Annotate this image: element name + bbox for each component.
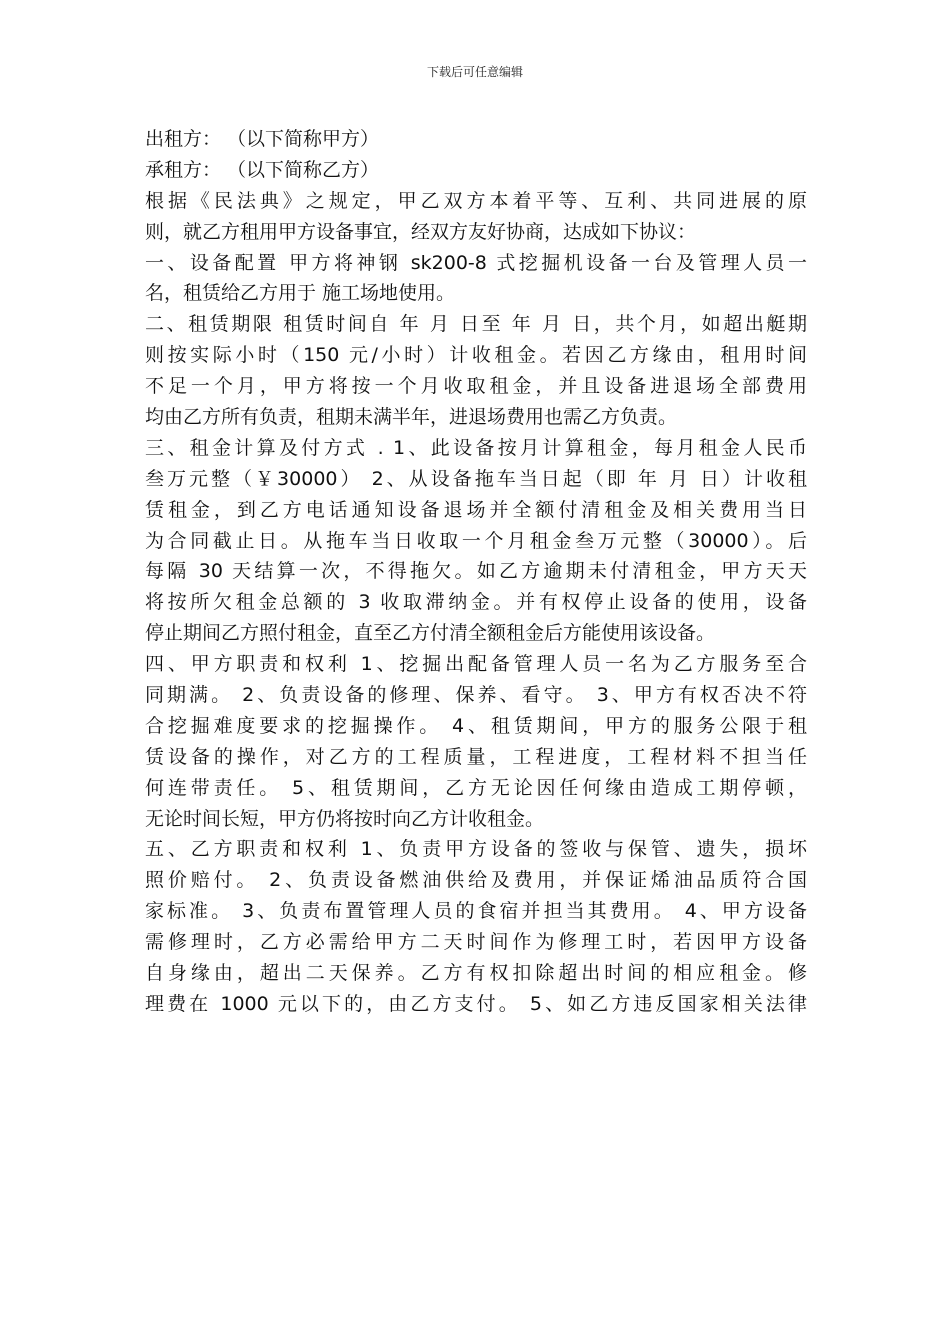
text-line: 理费在 1000 元以下的，由乙方支付。 5、如乙方违反国家相关法律 bbox=[145, 992, 807, 1015]
text-line: 三、租金计算及付方式 . 1、此设备按月计算租金，每月租金人民币 bbox=[145, 436, 807, 459]
text-line: 名，租赁给乙方用于 施工场地使用。 bbox=[145, 282, 456, 305]
text-line: 需修理时，乙方必需给甲方二天时间作为修理工时，若因甲方设备 bbox=[145, 931, 807, 954]
text-line: 赁租金，到乙方电话通知设备退场并全额付清租金及相关费用当日 bbox=[145, 498, 807, 521]
text-line: 不足一个月，甲方将按一个月收取租金，并且设备进退场全部费用 bbox=[145, 375, 807, 398]
text-line: 为合同截止日。从拖车当日收取一个月租金叁万元整（30000）。后 bbox=[145, 529, 807, 552]
text-line: 照价赔付。 2、负责设备燃油供给及费用，并保证烯油品质符合国 bbox=[145, 869, 807, 892]
text-line: 合挖掘难度要求的挖掘操作。 4、租赁期间，甲方的服务公限于租 bbox=[145, 714, 807, 737]
text-line: 则按实际小时（150 元/小时）计收租金。若因乙方缘由，租用时间 bbox=[145, 344, 807, 367]
text-line: 出租方： （以下简称甲方） bbox=[145, 128, 380, 150]
text-line: 停止期间乙方照付租金，直至乙方付清全额租金后方能使用该设备。 bbox=[145, 622, 716, 645]
contract-body bbox=[145, 124, 807, 1020]
text-line: 赁设备的操作，对乙方的工程质量，工程进度，工程材料不担当任 bbox=[145, 745, 807, 768]
text-line: 五、乙方职责和权利 1、负责甲方设备的签收与保管、遗失，损坏 bbox=[145, 838, 807, 861]
text-line: 每隔 30 天结算一次，不得拖欠。如乙方逾期未付清租金，甲方天天 bbox=[145, 560, 807, 583]
text-line: 自身缘由，超出二天保养。乙方有权扣除超出时间的相应租金。修 bbox=[145, 962, 807, 985]
text-line: 均由乙方所有负责，租期未满半年，进退场费用也需乙方负责。 bbox=[145, 406, 678, 429]
page-header-note: 下载后可任意编辑 bbox=[426, 65, 523, 79]
text-line: 根据《民法典》之规定，甲乙双方本着平等、互利、共同进展的原 bbox=[145, 189, 807, 212]
text-line: 同期满。 2、负责设备的修理、保养、看守。 3、甲方有权否决不符 bbox=[145, 684, 807, 707]
text-line: 承租方： （以下简称乙方） bbox=[145, 158, 380, 181]
text-line: 何连带责任。 5、租赁期间，乙方无论因任何缘由造成工期停顿， bbox=[145, 776, 807, 799]
text-line: 家标准。 3、负责布置管理人员的食宿并担当其费用。 4、甲方设备 bbox=[145, 900, 807, 923]
text-line: 一、设备配置 甲方将神钢 sk200-8 式挖掘机设备一台及管理人员一 bbox=[145, 251, 807, 274]
text-line: 叁万元整（￥30000） 2、从设备拖车当日起（即 年 月 日）计收租 bbox=[145, 467, 807, 490]
text-line: 则，就乙方租用甲方设备事宜，经双方友好协商，达成如下协议： bbox=[145, 220, 697, 243]
text-line: 将按所欠租金总额的 3 收取滞纳金。并有权停止设备的使用，设备 bbox=[145, 591, 807, 614]
text-line: 二、租赁期限 租赁时间自 年 月 日至 年 月 日，共个月，如超出艇期 bbox=[145, 313, 807, 336]
text-line: 四、甲方职责和权利 1、挖掘出配备管理人员一名为乙方服务至合 bbox=[145, 653, 807, 676]
text-line: 无论时间长短，甲方仍将按时向乙方计收租金。 bbox=[145, 807, 545, 830]
